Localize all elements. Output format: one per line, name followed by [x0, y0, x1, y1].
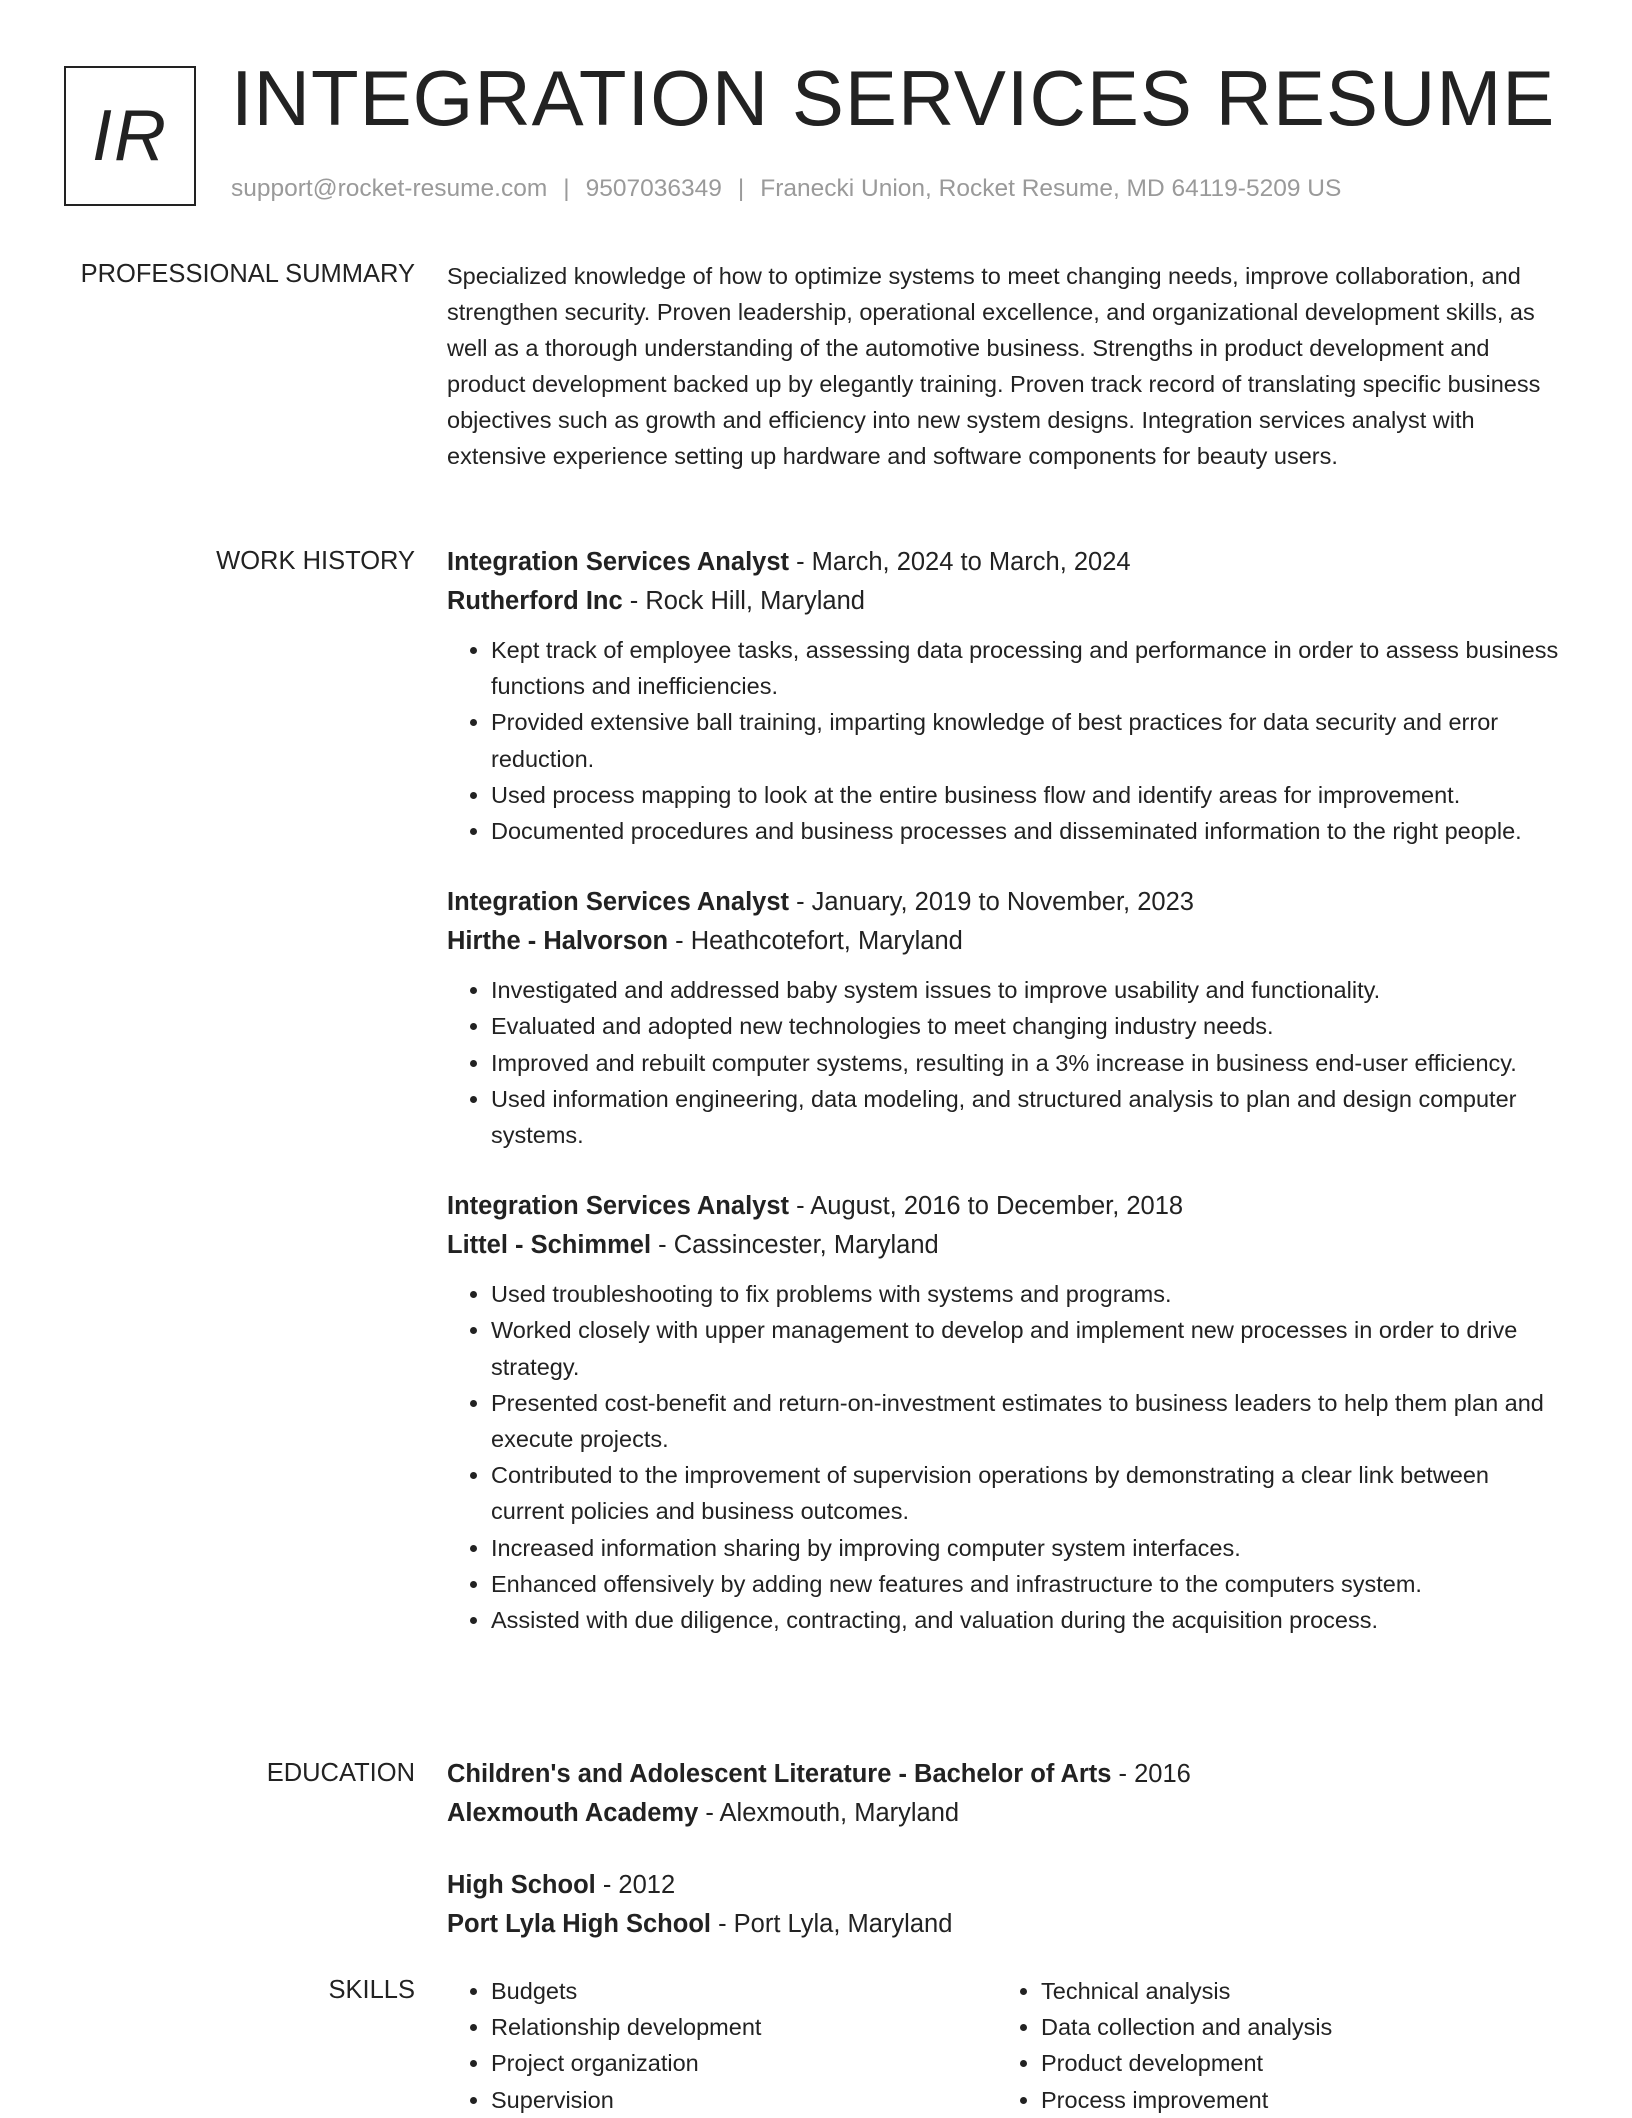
job-bullet: • Used process mapping to look at the entire business flow and identify areas for improvement.: [491, 777, 1567, 813]
education-entry: [447, 1866, 1567, 1944]
education-degree: Children's and Adolescent Literature - Bachelor of Arts: [447, 1760, 1112, 1788]
job-bullet: • Worked closely with upper management to develop and implement new processes in order to drive strategy.: [491, 1312, 1567, 1384]
work-history-body: [447, 543, 1567, 1672]
skills-column-right: [997, 1973, 1547, 2118]
summary-text: Specialized knowledge of how to optimize systems to meet changing needs, improve collaboration, and strengthen security. Proven leadership, operational excellence, and organizational development skills, as well as a thorough understanding of the automotive business. Strengths in product development and product development backed up by elegantly training. Proven track record of translating specific business objectives such as growth and efficiency into new system designs. Integration services analyst with extensive experience setting up hardware and software components for beauty users.: [447, 263, 1541, 469]
education-school: Port Lyla High School: [447, 1910, 711, 1938]
job-dates: - August, 2016 to December, 2018: [789, 1192, 1184, 1221]
skill-item: • Supervision: [491, 2082, 997, 2118]
job-company: Littel - Schimmel: [447, 1231, 652, 1260]
skills-grid: [447, 1973, 1567, 2118]
skill-item: • Technical analysis: [1041, 1973, 1547, 2009]
education-degree-line: [447, 1866, 1567, 1905]
contact-phone: 9507036349: [585, 175, 722, 202]
education-year: - 2016: [1111, 1760, 1191, 1788]
job-bullet: • Assisted with due diligence, contracting, and valuation during the acquisition process.: [491, 1602, 1567, 1638]
education-location: - Port Lyla, Maryland: [711, 1910, 953, 1938]
job-dates: - March, 2024 to March, 2024: [789, 548, 1131, 576]
skills-heading: SKILLS: [328, 1976, 415, 2004]
job-bullet: • Provided extensive ball training, imparting knowledge of best practices for data security and error reduction.: [491, 704, 1567, 776]
education-entry: [447, 1755, 1567, 1833]
resume-title: INTEGRATION SERVICES RESUME: [231, 54, 1556, 142]
job-bullet: • Presented cost-benefit and return-on-investment estimates to business leaders to help them plan and execute projects.: [491, 1385, 1567, 1457]
education-year: - 2012: [595, 1871, 676, 1899]
job-company: Rutherford Inc: [447, 587, 623, 615]
job-bullets: [447, 632, 1567, 849]
skill-item: • Project organization: [491, 2045, 997, 2081]
skill-item: • Relationship development: [491, 2009, 997, 2045]
summary-body: [447, 258, 1567, 474]
job-title-line: [447, 1187, 1567, 1226]
job-bullets: [447, 972, 1567, 1153]
skills-column-left: [447, 1973, 997, 2118]
job-bullet: • Evaluated and adopted new technologies to meet changing industry needs.: [491, 1008, 1567, 1044]
job-title-line: [447, 883, 1567, 922]
job-bullet: • Increased information sharing by improving computer system interfaces.: [491, 1530, 1567, 1566]
monogram-logo: IR: [64, 66, 196, 206]
job-entry: [447, 883, 1567, 1153]
job-title: Integration Services Analyst: [447, 548, 790, 576]
job-bullets: [447, 1276, 1567, 1638]
summary-heading: PROFESSIONAL SUMMARY: [80, 260, 415, 288]
education-degree-line: [447, 1755, 1567, 1794]
education-heading: EDUCATION: [266, 1759, 415, 1787]
job-dates: - January, 2019 to November, 2023: [789, 888, 1194, 917]
skill-item: • Budgets: [491, 1973, 997, 2009]
job-company-line: [447, 582, 1567, 621]
contact-separator: |: [563, 175, 570, 202]
job-entry: [447, 1187, 1567, 1638]
education-school-line: [447, 1905, 1567, 1944]
skill-item: • Process improvement: [1041, 2082, 1547, 2118]
job-bullet: • Improved and rebuilt computer systems, resulting in a 3% increase in business end-user efficiency.: [491, 1045, 1567, 1081]
job-location: - Cassincester, Maryland: [651, 1231, 939, 1260]
job-bullet: • Investigated and addressed baby system issues to improve usability and functionality.: [491, 972, 1567, 1008]
skill-item: • Data collection and analysis: [1041, 2009, 1547, 2045]
job-bullet: • Documented procedures and business processes and disseminated information to the right people.: [491, 813, 1567, 849]
education-school-line: [447, 1794, 1567, 1833]
job-title: Integration Services Analyst: [447, 1192, 790, 1221]
job-company-line: [447, 922, 1567, 961]
contact-separator: |: [737, 175, 745, 202]
job-company-line: [447, 1226, 1567, 1265]
education-degree: High School: [447, 1871, 596, 1899]
job-location: - Rock Hill, Maryland: [622, 587, 865, 615]
contact-address: Franecki Union, Rocket Resume, MD 64119-5209 US: [760, 175, 1342, 202]
skill-item: • Product development: [1041, 2045, 1547, 2081]
job-bullet: • Used information engineering, data modeling, and structured analysis to plan and design computer systems.: [491, 1081, 1567, 1153]
education-location: - Alexmouth, Maryland: [698, 1799, 960, 1827]
education-school: Alexmouth Academy: [447, 1799, 699, 1827]
skills-body: [447, 1973, 1567, 2118]
job-title-line: [447, 543, 1567, 582]
job-title: Integration Services Analyst: [447, 888, 790, 917]
job-bullet: • Kept track of employee tasks, assessing data processing and performance in order to assess business functions and inefficiencies.: [491, 632, 1567, 704]
job-company: Hirthe - Halvorson: [447, 927, 669, 956]
contact-line: [231, 175, 1341, 203]
work-history-heading: WORK HISTORY: [216, 547, 415, 575]
job-location: - Heathcotefort, Maryland: [668, 927, 963, 956]
job-entry: [447, 543, 1567, 849]
job-bullet: • Contributed to the improvement of supervision operations by demonstrating a clear link between current policies and business outcomes.: [491, 1457, 1567, 1529]
education-body: [447, 1755, 1567, 1977]
contact-email: support@rocket-resume.com: [231, 175, 548, 202]
job-bullet: • Enhanced offensively by adding new features and infrastructure to the computers system.: [491, 1566, 1567, 1602]
job-bullet: • Used troubleshooting to fix problems with systems and programs.: [491, 1276, 1567, 1312]
